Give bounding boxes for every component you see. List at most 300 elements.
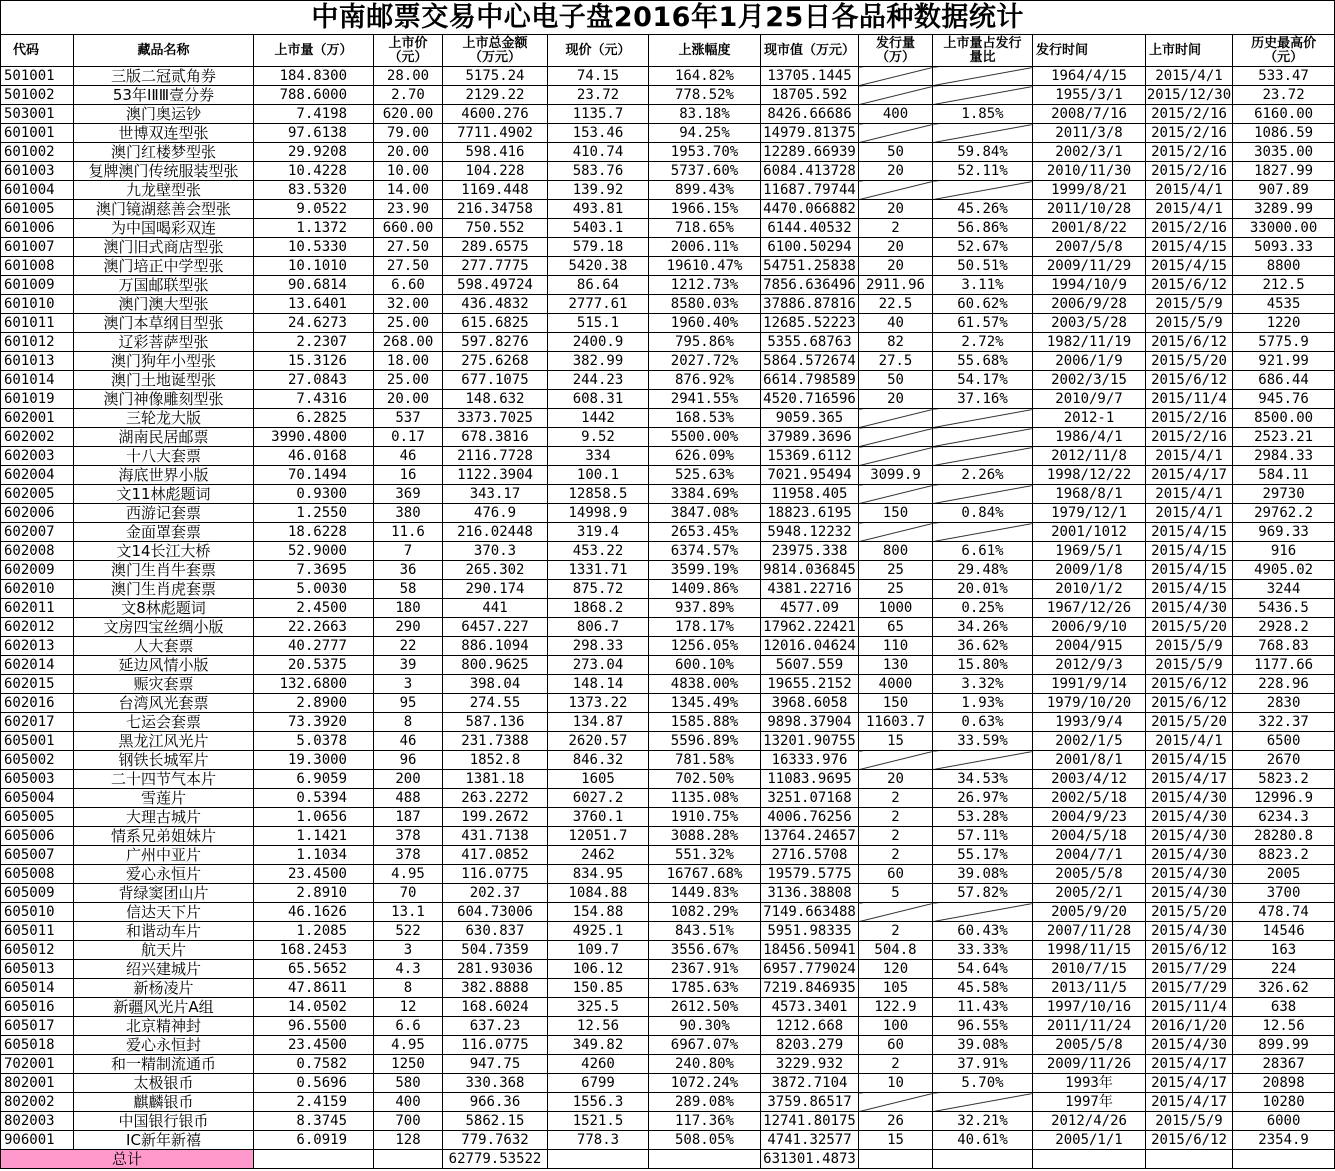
cell-gain: 876.92% — [649, 371, 761, 390]
table-row — [1, 580, 1335, 599]
cell-name: 澳门生肖虎套票 — [74, 580, 254, 599]
cell-issue-date: 2006/9/10 — [1033, 618, 1146, 637]
cell-gain: 168.53% — [649, 409, 761, 428]
cell-listed-qty: 1.1372 — [254, 219, 374, 238]
table-row — [1, 124, 1335, 143]
cell-gain: 90.30% — [649, 1017, 761, 1036]
cell-code: 601005 — [1, 200, 74, 219]
cell-listed-price: 1250 — [374, 1055, 443, 1074]
column-header-current-price: 现价（元） — [548, 35, 649, 67]
cell-listed-amount: 598.416 — [443, 143, 548, 162]
cell-name: 复牌澳门传统服装型张 — [74, 162, 254, 181]
cell-listing-date: 2015/5/20 — [1146, 713, 1233, 732]
cell-market-value: 12289.66939 — [761, 143, 859, 162]
cell-gain: 83.18% — [649, 105, 761, 124]
cell-issue-qty: 26 — [859, 1112, 933, 1131]
cell-record-high: 8500.00 — [1233, 409, 1335, 428]
cell-listed-price: 27.50 — [374, 257, 443, 276]
cell-listed-price: 14.00 — [374, 181, 443, 200]
cell-issue-date: 2003/5/28 — [1033, 314, 1146, 333]
table-row — [1, 219, 1335, 238]
cell-record-high: 3244 — [1233, 580, 1335, 599]
cell-current-price: 583.76 — [548, 162, 649, 181]
total-row — [1, 1150, 1335, 1169]
table-row — [1, 105, 1335, 124]
cell-listed-ratio: 45.26% — [933, 200, 1033, 219]
cell-listed-price: 4.95 — [374, 1036, 443, 1055]
cell-listing-date: 2015/5/20 — [1146, 352, 1233, 371]
cell-issue-date: 1964/4/15 — [1033, 67, 1146, 86]
cell-listed-ratio: 15.80% — [933, 656, 1033, 675]
cell-code: 601006 — [1, 219, 74, 238]
cell-listed-qty: 1.2550 — [254, 504, 374, 523]
cell-market-value: 9898.37904 — [761, 713, 859, 732]
cell-market-value: 3136.38808 — [761, 884, 859, 903]
cell-current-price: 875.72 — [548, 580, 649, 599]
cell-issue-date: 2011/3/8 — [1033, 124, 1146, 143]
cell-listing-date: 2015/4/30 — [1146, 789, 1233, 808]
cell-current-price: 139.92 — [548, 181, 649, 200]
cell-listed-price: 3 — [374, 675, 443, 694]
cell-listed-qty: 10.5330 — [254, 238, 374, 257]
table-row — [1, 903, 1335, 922]
cell-record-high: 23.72 — [1233, 86, 1335, 105]
cell-listing-date: 2015/6/12 — [1146, 694, 1233, 713]
cell-listed-ratio: 32.21% — [933, 1112, 1033, 1131]
cell-current-price: 334 — [548, 447, 649, 466]
cell-issue-date: 2006/1/9 — [1033, 352, 1146, 371]
cell-name: 和一精制流通币 — [74, 1055, 254, 1074]
cell-name: 麒麟银币 — [74, 1093, 254, 1112]
cell-name: 人大套票 — [74, 637, 254, 656]
cell-record-high: 916 — [1233, 542, 1335, 561]
cell-listed-qty: 14.0502 — [254, 998, 374, 1017]
cell-issue-qty: 15 — [859, 1131, 933, 1150]
cell-listed-amount: 441 — [443, 599, 548, 618]
cell-listed-qty: 2.4500 — [254, 599, 374, 618]
cell-listed-qty: 5.0378 — [254, 732, 374, 751]
cell-issue-qty: 1000 — [859, 599, 933, 618]
cell-market-value: 18823.6195 — [761, 504, 859, 523]
cell-record-high: 2005 — [1233, 865, 1335, 884]
cell-code: 605003 — [1, 770, 74, 789]
cell-current-price: 134.87 — [548, 713, 649, 732]
cell-record-high: 584.11 — [1233, 466, 1335, 485]
cell-code: 602009 — [1, 561, 74, 580]
cell-listed-price: 3 — [374, 941, 443, 960]
cell-current-price: 325.5 — [548, 998, 649, 1017]
cell-listed-amount: 148.632 — [443, 390, 548, 409]
table-row — [1, 770, 1335, 789]
cell-listing-date: 2015/7/29 — [1146, 979, 1233, 998]
cell-record-high: 2670 — [1233, 751, 1335, 770]
cell-market-value: 11958.405 — [761, 485, 859, 504]
table-row — [1, 485, 1335, 504]
cell-market-value: 3229.932 — [761, 1055, 859, 1074]
cell-market-value: 7856.636496 — [761, 276, 859, 295]
cell-record-high: 14546 — [1233, 922, 1335, 941]
cell-listed-qty: 27.0843 — [254, 371, 374, 390]
cell-listing-date: 2015/2/16 — [1146, 143, 1233, 162]
cell-issue-date: 2009/1/8 — [1033, 561, 1146, 580]
cell-record-high: 3289.99 — [1233, 200, 1335, 219]
cell-record-high: 1177.66 — [1233, 656, 1335, 675]
cell-listed-amount: 504.7359 — [443, 941, 548, 960]
cell-gain: 2006.11% — [649, 238, 761, 257]
cell-code: 605004 — [1, 789, 74, 808]
cell-listing-date: 2015/4/1 — [1146, 485, 1233, 504]
cell-listed-ratio: 6.61% — [933, 542, 1033, 561]
cell-issue-qty: 40 — [859, 314, 933, 333]
cell-gain: 843.51% — [649, 922, 761, 941]
cell-listing-date: 2015/2/16 — [1146, 124, 1233, 143]
cell-issue-date: 1993年 — [1033, 1074, 1146, 1093]
cell-name: 延边风情小版 — [74, 656, 254, 675]
cell-issue-qty-slash — [859, 903, 933, 922]
cell-market-value: 18705.592 — [761, 86, 859, 105]
cell-name: 七运会套票 — [74, 713, 254, 732]
cell-listed-amount: 168.6024 — [443, 998, 548, 1017]
cell-name: 文11林彪题词 — [74, 485, 254, 504]
cell-listed-amount: 587.136 — [443, 713, 548, 732]
cell-listed-price: 380 — [374, 504, 443, 523]
cell-code: 605017 — [1, 1017, 74, 1036]
cell-name: 爱心永恒片 — [74, 865, 254, 884]
cell-listed-price: 79.00 — [374, 124, 443, 143]
cell-listed-ratio: 0.63% — [933, 713, 1033, 732]
cell-listing-date: 2015/4/17 — [1146, 466, 1233, 485]
cell-listed-qty: 10.1010 — [254, 257, 374, 276]
cell-listed-amount: 615.6825 — [443, 314, 548, 333]
cell-market-value: 4573.3401 — [761, 998, 859, 1017]
table-row — [1, 1112, 1335, 1131]
cell-name: 中国银行银币 — [74, 1112, 254, 1131]
cell-issue-qty-slash — [859, 523, 933, 542]
cell-listed-qty: 90.6814 — [254, 276, 374, 295]
cell-listed-amount: 5862.15 — [443, 1112, 548, 1131]
cell-record-high: 6160.00 — [1233, 105, 1335, 124]
cell-record-high: 322.37 — [1233, 713, 1335, 732]
cell-record-high: 5093.33 — [1233, 238, 1335, 257]
cell-gain: 1212.73% — [649, 276, 761, 295]
cell-market-value: 7149.663488 — [761, 903, 859, 922]
cell-name: 绍兴建城片 — [74, 960, 254, 979]
cell-name: 为中国喝彩双连 — [74, 219, 254, 238]
cell-name: 澳门培正中学型张 — [74, 257, 254, 276]
cell-market-value: 13705.1445 — [761, 67, 859, 86]
cell-record-high: 1086.59 — [1233, 124, 1335, 143]
cell-code: 602006 — [1, 504, 74, 523]
cell-listing-date: 2015/4/15 — [1146, 580, 1233, 599]
cell-listing-date: 2015/4/30 — [1146, 884, 1233, 903]
table-row — [1, 561, 1335, 580]
cell-issue-qty: 800 — [859, 542, 933, 561]
cell-market-value: 5607.559 — [761, 656, 859, 675]
cell-record-high: 2928.2 — [1233, 618, 1335, 637]
cell-market-value: 3968.6058 — [761, 694, 859, 713]
cell-name: 十八大套票 — [74, 447, 254, 466]
cell-current-price: 1373.22 — [548, 694, 649, 713]
cell-listed-qty: 23.4500 — [254, 1036, 374, 1055]
cell-issue-qty: 400 — [859, 105, 933, 124]
cell-issue-date: 1997年 — [1033, 1093, 1146, 1112]
cell-market-value: 11687.79744 — [761, 181, 859, 200]
table-row — [1, 751, 1335, 770]
cell-listed-qty: 0.9300 — [254, 485, 374, 504]
cell-market-value: 12741.80175 — [761, 1112, 859, 1131]
cell-market-value: 5864.572674 — [761, 352, 859, 371]
table-row — [1, 960, 1335, 979]
cell-market-value: 6957.779024 — [761, 960, 859, 979]
cell-current-price: 6799 — [548, 1074, 649, 1093]
cell-issue-qty: 2 — [859, 808, 933, 827]
cell-listed-price: 4.3 — [374, 960, 443, 979]
cell-code: 602003 — [1, 447, 74, 466]
table-row — [1, 998, 1335, 1017]
cell-issue-date: 2007/11/28 — [1033, 922, 1146, 941]
cell-listed-ratio-slash — [933, 409, 1033, 428]
cell-market-value: 5948.12232 — [761, 523, 859, 542]
cell-issue-qty: 25 — [859, 561, 933, 580]
cell-current-price: 14998.9 — [548, 504, 649, 523]
cell-current-price: 778.3 — [548, 1131, 649, 1150]
cell-issue-qty-slash — [859, 428, 933, 447]
cell-listing-date: 2015/4/30 — [1146, 1036, 1233, 1055]
cell-name: 太极银币 — [74, 1074, 254, 1093]
cell-issue-qty: 25 — [859, 580, 933, 599]
cell-issue-date: 1979/10/20 — [1033, 694, 1146, 713]
cell-listed-ratio: 52.11% — [933, 162, 1033, 181]
cell-listed-ratio-slash — [933, 86, 1033, 105]
cell-listed-qty: 2.8900 — [254, 694, 374, 713]
cell-issue-qty: 3099.9 — [859, 466, 933, 485]
cell-issue-date: 2001/1012 — [1033, 523, 1146, 542]
cell-issue-date: 1998/12/22 — [1033, 466, 1146, 485]
cell-listed-qty: 46.0168 — [254, 447, 374, 466]
cell-name: 情系兄弟姐妹片 — [74, 827, 254, 846]
cell-current-price: 846.32 — [548, 751, 649, 770]
cell-issue-date: 2003/4/12 — [1033, 770, 1146, 789]
cell-listed-amount: 216.34758 — [443, 200, 548, 219]
cell-listed-price: 6.6 — [374, 1017, 443, 1036]
cell-gain: 2027.72% — [649, 352, 761, 371]
title-row — [1, 1, 1335, 35]
cell-code: 602008 — [1, 542, 74, 561]
cell-current-price: 150.85 — [548, 979, 649, 998]
cell-listed-amount: 290.174 — [443, 580, 548, 599]
cell-listed-amount: 398.04 — [443, 675, 548, 694]
cell-current-price: 515.1 — [548, 314, 649, 333]
cell-issue-qty: 2 — [859, 827, 933, 846]
cell-listing-date: 2015/4/17 — [1146, 1055, 1233, 1074]
cell-record-high: 163 — [1233, 941, 1335, 960]
cell-listing-date: 2015/5/20 — [1146, 903, 1233, 922]
cell-current-price: 12051.7 — [548, 827, 649, 846]
cell-current-price: 86.64 — [548, 276, 649, 295]
cell-name: 航天片 — [74, 941, 254, 960]
cell-listing-date: 2016/1/20 — [1146, 1017, 1233, 1036]
cell-code: 601009 — [1, 276, 74, 295]
cell-issue-date: 2001/8/1 — [1033, 751, 1146, 770]
cell-current-price: 3760.1 — [548, 808, 649, 827]
cell-listed-ratio-slash — [933, 485, 1033, 504]
cell-listed-price: 660.00 — [374, 219, 443, 238]
table-row — [1, 86, 1335, 105]
cell-current-price: 608.31 — [548, 390, 649, 409]
cell-listed-amount: 417.0852 — [443, 846, 548, 865]
table-row — [1, 542, 1335, 561]
cell-listed-price: 268.00 — [374, 333, 443, 352]
cell-listed-price: 58 — [374, 580, 443, 599]
cell-listed-amount: 382.8888 — [443, 979, 548, 998]
cell-listed-price: 7 — [374, 542, 443, 561]
total-market-value: 631301.4873 — [761, 1150, 859, 1169]
cell-issue-qty-slash — [859, 409, 933, 428]
table-row — [1, 1131, 1335, 1150]
cell-issue-qty: 20 — [859, 200, 933, 219]
cell-market-value: 3872.7104 — [761, 1074, 859, 1093]
cell-record-high: 3700 — [1233, 884, 1335, 903]
cell-name: 新疆风光片A组 — [74, 998, 254, 1017]
cell-code: 601008 — [1, 257, 74, 276]
cell-listed-ratio-slash — [933, 428, 1033, 447]
cell-gain: 778.52% — [649, 86, 761, 105]
cell-listed-amount: 604.73006 — [443, 903, 548, 922]
cell-gain: 5500.00% — [649, 428, 761, 447]
cell-issue-date: 2010/9/7 — [1033, 390, 1146, 409]
cell-code: 503001 — [1, 105, 74, 124]
cell-listing-date: 2015/4/15 — [1146, 751, 1233, 770]
cell-listed-amount: 1852.8 — [443, 751, 548, 770]
cell-record-high: 8823.2 — [1233, 846, 1335, 865]
cell-listed-ratio: 37.16% — [933, 390, 1033, 409]
cell-gain: 178.17% — [649, 618, 761, 637]
cell-gain: 1082.29% — [649, 903, 761, 922]
cell-gain: 718.65% — [649, 219, 761, 238]
cell-market-value: 19655.2152 — [761, 675, 859, 694]
cell-market-value: 12685.52223 — [761, 314, 859, 333]
cell-listed-qty: 2.4159 — [254, 1093, 374, 1112]
cell-current-price: 12858.5 — [548, 485, 649, 504]
cell-record-high: 20898 — [1233, 1074, 1335, 1093]
cell-listed-ratio: 5.70% — [933, 1074, 1033, 1093]
cell-gain: 551.32% — [649, 846, 761, 865]
cell-record-high: 768.83 — [1233, 637, 1335, 656]
cell-current-price: 1084.88 — [548, 884, 649, 903]
cell-market-value: 6100.50294 — [761, 238, 859, 257]
cell-name: 辽彩菩萨型张 — [74, 333, 254, 352]
cell-listed-ratio: 20.01% — [933, 580, 1033, 599]
cell-market-value: 9814.036845 — [761, 561, 859, 580]
cell-market-value: 37989.3696 — [761, 428, 859, 447]
cell-code: 605008 — [1, 865, 74, 884]
cell-listed-price: 12 — [374, 998, 443, 1017]
cell-issue-qty: 150 — [859, 694, 933, 713]
column-header-code: 代码 — [1, 35, 74, 67]
cell-code: 802002 — [1, 1093, 74, 1112]
cell-listed-qty: 96.5500 — [254, 1017, 374, 1036]
cell-listed-price: 10.00 — [374, 162, 443, 181]
cell-listed-ratio: 96.55% — [933, 1017, 1033, 1036]
cell-gain: 3847.08% — [649, 504, 761, 523]
cell-gain: 1409.86% — [649, 580, 761, 599]
cell-listed-price: 23.90 — [374, 200, 443, 219]
cell-listed-ratio: 60.43% — [933, 922, 1033, 941]
cell-record-high: 686.44 — [1233, 371, 1335, 390]
cell-listed-price: 96 — [374, 751, 443, 770]
cell-name: 西游记套票 — [74, 504, 254, 523]
cell-listing-date: 2015/4/30 — [1146, 865, 1233, 884]
cell-market-value: 1212.668 — [761, 1017, 859, 1036]
cell-listed-amount: 330.368 — [443, 1074, 548, 1093]
cell-name: 金面罩套票 — [74, 523, 254, 542]
cell-gain: 1256.05% — [649, 637, 761, 656]
cell-listed-amount: 4600.276 — [443, 105, 548, 124]
cell-issue-date: 2004/915 — [1033, 637, 1146, 656]
cell-issue-date: 2008/7/16 — [1033, 105, 1146, 124]
table-row — [1, 143, 1335, 162]
cell-record-high: 2354.9 — [1233, 1131, 1335, 1150]
cell-issue-qty: 82 — [859, 333, 933, 352]
cell-issue-qty: 27.5 — [859, 352, 933, 371]
cell-issue-date: 1998/11/15 — [1033, 941, 1146, 960]
cell-gain: 899.43% — [649, 181, 761, 200]
cell-issue-qty: 2911.96 — [859, 276, 933, 295]
cell-listed-amount: 1122.3904 — [443, 466, 548, 485]
cell-listed-ratio: 1.85% — [933, 105, 1033, 124]
cell-market-value: 14979.81375 — [761, 124, 859, 143]
cell-market-value: 13201.90755 — [761, 732, 859, 751]
table-head — [1, 1, 1335, 67]
table-row — [1, 694, 1335, 713]
cell-listed-ratio-slash — [933, 124, 1033, 143]
column-header-issue-qty: 发行量 （万） — [859, 35, 933, 67]
cell-name: 北京精神封 — [74, 1017, 254, 1036]
cell-gain: 525.63% — [649, 466, 761, 485]
cell-gain: 16767.68% — [649, 865, 761, 884]
cell-name: 澳门红楼梦型张 — [74, 143, 254, 162]
cell-issue-date: 2005/9/20 — [1033, 903, 1146, 922]
cell-market-value: 54751.25838 — [761, 257, 859, 276]
cell-current-price: 1135.7 — [548, 105, 649, 124]
cell-listed-ratio: 55.17% — [933, 846, 1033, 865]
cell-listed-qty: 29.9208 — [254, 143, 374, 162]
cell-gain: 6967.07% — [649, 1036, 761, 1055]
cell-listed-qty: 23.4500 — [254, 865, 374, 884]
cell-listing-date: 2015/5/9 — [1146, 314, 1233, 333]
cell-name: 澳门土地诞型张 — [74, 371, 254, 390]
cell-listing-date: 2015/4/1 — [1146, 67, 1233, 86]
cell-listed-price: 25.00 — [374, 314, 443, 333]
cell-gain: 508.05% — [649, 1131, 761, 1150]
cell-listed-ratio: 1.93% — [933, 694, 1033, 713]
cell-listing-date: 2015/4/30 — [1146, 599, 1233, 618]
cell-market-value: 8426.66686 — [761, 105, 859, 124]
cell-code: 602013 — [1, 637, 74, 656]
cell-current-price: 2620.57 — [548, 732, 649, 751]
cell-current-price: 12.56 — [548, 1017, 649, 1036]
cell-gain: 1785.63% — [649, 979, 761, 998]
cell-name: 台湾风光套票 — [74, 694, 254, 713]
cell-listed-amount: 104.228 — [443, 162, 548, 181]
cell-gain: 781.58% — [649, 751, 761, 770]
cell-listed-price: 378 — [374, 827, 443, 846]
cell-record-high: 33000.00 — [1233, 219, 1335, 238]
cell-listed-qty: 20.5375 — [254, 656, 374, 675]
cell-listed-price: 0.17 — [374, 428, 443, 447]
cell-gain: 702.50% — [649, 770, 761, 789]
cell-code: 605005 — [1, 808, 74, 827]
